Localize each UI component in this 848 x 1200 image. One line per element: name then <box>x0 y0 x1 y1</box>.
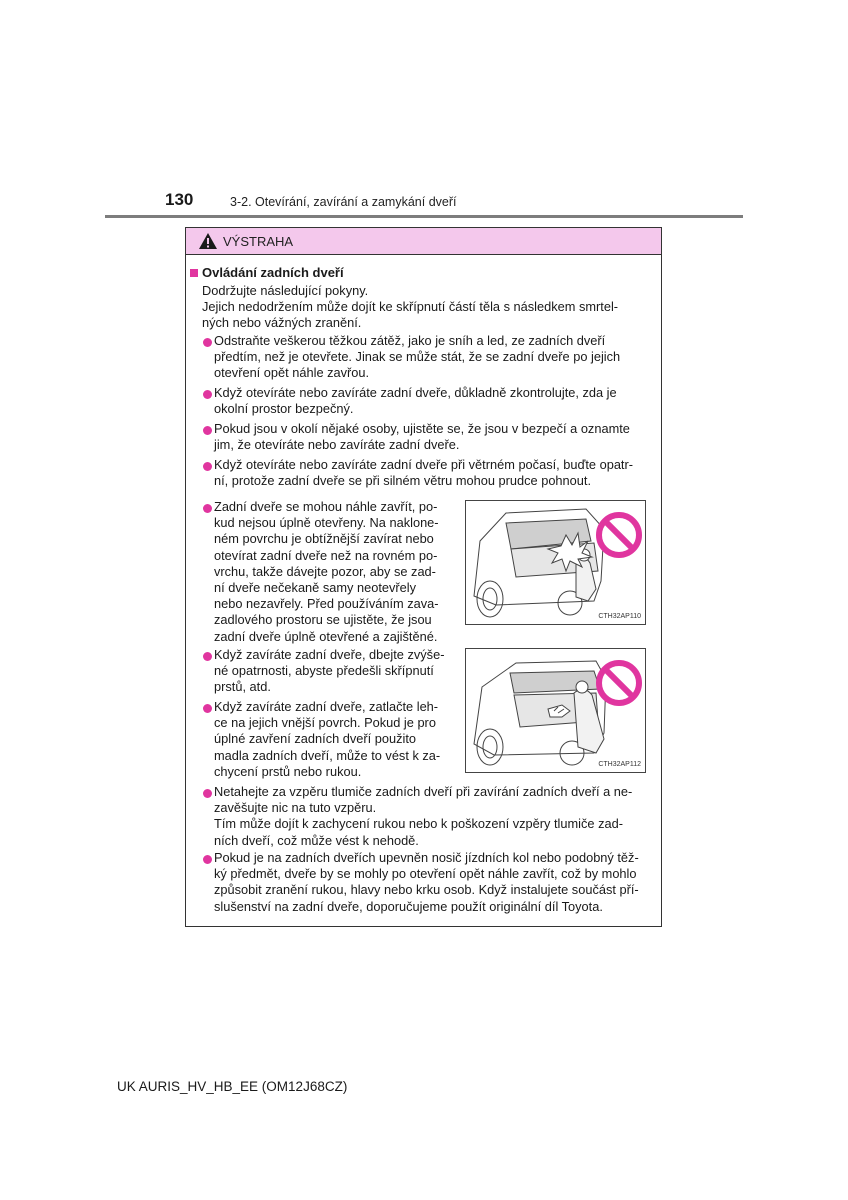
bullet-line: né opatrnosti, abyste předešli skřípnutí <box>214 663 434 679</box>
bullet-line: Když zavíráte zadní dveře, zatlačte leh- <box>214 699 439 714</box>
bullet-line: zadní dveře úplně otevřené a zajištěné. <box>214 628 438 644</box>
intro-text <box>202 283 657 332</box>
bullet-dot-icon <box>203 426 212 435</box>
bullet-line: Zadní dveře se mohou náhle zavřít, po- <box>214 499 438 514</box>
intro-line: Dodržujte následující pokyny. <box>202 283 369 298</box>
bullet-line: nebo nezavřely. Před používáním zava- <box>214 596 439 612</box>
warning-triangle-icon <box>198 232 218 250</box>
subsection-title <box>190 265 344 280</box>
illustration-code: CTH32AP110 <box>598 613 641 620</box>
bullet-item <box>214 457 660 489</box>
bullet-line: otevření opět náhle zavřou. <box>214 365 370 381</box>
intro-line: Jejich nedodržením může dojít ke skřípnutí částí těla s následkem smrtel- <box>202 299 619 315</box>
bullet-line: zadlového prostoru se ujistěte, že jsou <box>214 612 432 628</box>
bullet-line: Když otevíráte nebo zavíráte zadní dveře při větrném počasí, buďte opatr- <box>214 457 634 472</box>
footer-doc-code: UK AURIS_HV_HB_EE (OM12J68CZ) <box>117 1079 348 1094</box>
bullet-line: Když zavíráte zadní dveře, dbejte zvýše- <box>214 647 445 662</box>
bullet-line: chycení prstů nebo rukou. <box>214 763 362 779</box>
bullet-line: ký předmět, dveře by se mohly po otevření opět náhle zavřít, což by mohlo <box>214 866 637 882</box>
bullet-line: okolní prostor bezpečný. <box>214 401 354 417</box>
illustration-tailgate-closing <box>465 500 646 625</box>
bullet-dot-icon <box>203 652 212 661</box>
bullet-line: způsobit zranění rukou, hlavy nebo krku osob. Když instalujete součást pří- <box>214 882 639 898</box>
bullet-line: předtím, než je otevřete. Jinak se může stát, že se zadní dveře po jejich <box>214 349 621 365</box>
section-title: 3-2. Otevírání, zavírání a zamykání dveří <box>230 195 457 209</box>
bullet-item <box>214 421 660 453</box>
bullet-line: Netahejte za vzpěru tlumiče zadních dveří při zavírání zadních dveří a ne- <box>214 784 633 799</box>
bullet-line: Tím může dojít k zachycení rukou nebo k poškození vzpěry tlumiče zad- <box>214 816 623 832</box>
bullet-line: ních dveří, což může vést k nehodě. <box>214 832 419 848</box>
illustration-finger-pinch <box>465 648 646 773</box>
page-number: 130 <box>165 190 194 209</box>
bullet-line: ní, protože zadní dveře se při silném větru mohou prudce pohnout. <box>214 473 592 489</box>
bullet-line: Pokud je na zadních dveřích upevněn nosič jízdních kol nebo podobný těž- <box>214 850 639 865</box>
subsection-title-text: Ovládání zadních dveří <box>202 265 344 280</box>
intro-line: ných nebo vážných zranění. <box>202 315 362 331</box>
bullet-line: Odstraňte veškerou těžkou zátěž, jako je sníh a led, ze zadních dveří <box>214 333 606 348</box>
bullet-line: ce na jejich vnější povrch. Pokud je pro <box>214 715 436 731</box>
warning-label: VÝSTRAHA <box>223 233 294 249</box>
bullet-item <box>214 333 660 382</box>
square-bullet-icon <box>190 269 198 277</box>
bullet-line: Když otevíráte nebo zavíráte zadní dveře, důkladně zkontrolujte, zda je <box>214 385 617 400</box>
bullet-dot-icon <box>203 789 212 798</box>
bullet-line: kud nejsou úplně otevřeny. Na naklone- <box>214 515 439 531</box>
bullet-dot-icon <box>203 704 212 713</box>
bullet-line: ném povrchu je obtížnější zavírat nebo <box>214 531 434 547</box>
warning-header <box>186 228 661 255</box>
bullet-line: madla zadních dveří, může to vést k za- <box>214 747 441 763</box>
bullet-line: Pokud jsou v okolí nějaké osoby, ujistěte se, že jsou v bezpečí a oznamte <box>214 421 630 436</box>
bullet-line: ní dveře nečekaně samy neotevřely <box>214 580 417 596</box>
bullet-line: slušenství na zadní dveře, doporučujeme použít originální díl Toyota. <box>214 898 603 914</box>
bullet-line: úplné zavření zadních dveří použito <box>214 731 417 747</box>
bullet-dot-icon <box>203 462 212 471</box>
bullet-dot-icon <box>203 390 212 399</box>
bullet-item <box>214 699 454 780</box>
bullet-line: vrchu, takže dávejte pozor, aby se zad- <box>214 563 436 579</box>
bullet-dot-icon <box>203 338 212 347</box>
bullet-line: prstů, atd. <box>214 679 271 695</box>
bullet-item <box>214 647 454 696</box>
bullet-item <box>214 784 660 849</box>
bullet-line: otevírat zadní dveře než na rovném po- <box>214 547 438 563</box>
bullet-line: jim, že otevíráte nebo zavíráte zadní dveře. <box>214 437 460 453</box>
warning-box <box>185 227 662 927</box>
bullet-item <box>214 499 454 645</box>
bullet-dot-icon <box>203 855 212 864</box>
illustration-code: CTH32AP112 <box>598 761 641 768</box>
bullet-line: zavěšujte nic na tuto vzpěru. <box>214 800 377 816</box>
header-rule <box>105 215 743 218</box>
bullet-dot-icon <box>203 504 212 513</box>
bullet-item <box>214 850 660 915</box>
bullet-item <box>214 385 660 417</box>
